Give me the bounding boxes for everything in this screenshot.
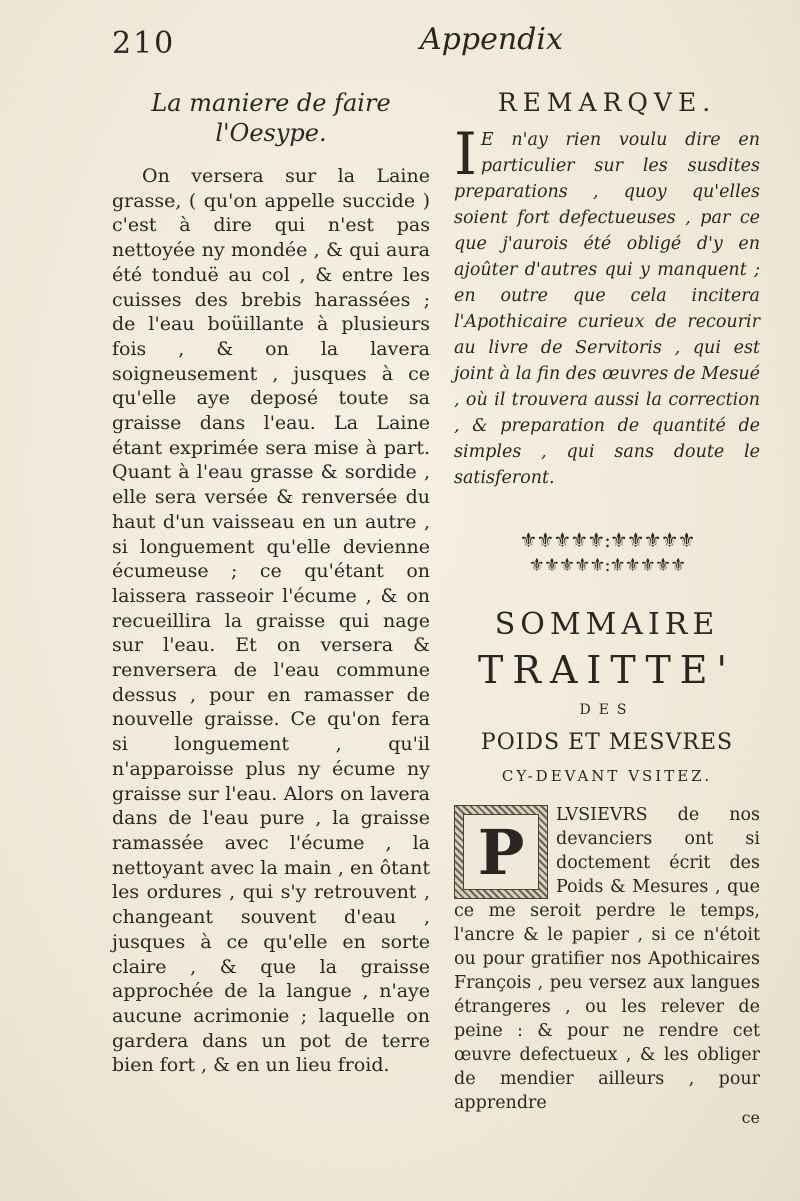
left-paragraph: On versera sur la Laine grasse, ( qu'on appelle succide ) c'est à dire qui n'est pas nettoyée ny mondée , & qui aura été tonduë au col , & entre les cuisses des brebis harassées ; de l'eau boüillante à plusieurs fois , & on la lavera soigneusement , jusques à ce qu'elle aye deposé toute sa graisse dans l'eau. La Laine étant exprimée sera mise à part. Quant à l'eau grasse & sordide , elle sera versée & renversée du haut d'un vaisseau en un autre , si longuement qu'elle devienne écumeuse ; ce qu'étant on laissera rasseoir l'écume , & on recueillira la graisse qui nage sur l'eau. Et on versera & renversera de l'eau commune dessus , pour en ramasser de nouvelle graisse. Ce qu'on fera si longuement , qu'il n'apparoisse plus ny écume ny graisse sur l'eau. Alors on lavera dans de l'eau pure , la graisse ramassée avec l'écume , la nettoyant avec la main , en ôtant les ordures , qui s'y retrouvent , changeant souvent d'eau , jusques à ce qu'elle en sorte claire , & que la graisse approchée de la langue , n'aye aucune acrimonie ; laquelle on gardera dans un pot de terre bien fort , & en un lieu froid.	[112, 165, 430, 1077]
sommaire-heading: SOMMAIRE	[494, 607, 720, 642]
cydevant-heading: CY-DEVANT VSITEZ.	[501, 767, 713, 785]
poids-heading: POIDS ET MESVRES	[480, 730, 734, 755]
remarque-heading: REMARQVE.	[497, 88, 717, 117]
remarque-body: E n'ay rien voulu dire en particulier sur les susdites preparations , quoy qu'elles soient fort defectueuses , par ce que j'aurois été obligé d'y en ajoûter d'autres qui y manquent ; en outre que cela incitera l'Apothicaire curieux de recourir au livre de Servitoris , qui est joint à la fin des œuvres de Mesué , où il trouvera aussi la correction , & preparation de quantité de simples , qui sans doute le satisferont.	[454, 130, 760, 488]
catchword: ce	[741, 1108, 760, 1127]
page-number: 210	[112, 26, 176, 61]
right-paragraph: LVSIEVRS de nos devanciers ont si doctement écrit des Poids & Mesures , que ce me seroit perdre le temps, l'ancre & le papier , si ce n'étoit ou pour gratifier nos Apothicaires François , peu versez aux langues étrangeres , ou les relever de peine : & pour ne rendre cet œuvre defectueux , & les obliger de mendier ailleurs , pour apprendre	[454, 805, 760, 1113]
left-title-line-1: La maniere de faire	[151, 89, 391, 117]
ornament-row-1: ⚜⚜⚜⚜⚜:⚜⚜⚜⚜⚜	[519, 528, 695, 552]
left-title-line-2: l'Oesype.	[215, 119, 327, 147]
fleuron-ornament	[454, 527, 760, 579]
right-column	[454, 88, 760, 1115]
ornament-row-2: ⚜⚜⚜⚜⚜:⚜⚜⚜⚜⚜	[528, 555, 686, 576]
traitte-heading: TRAITTE'	[478, 648, 736, 692]
remarque-paragraph	[454, 120, 760, 491]
left-column	[112, 88, 430, 1078]
right-body	[454, 803, 760, 1115]
left-section-title	[112, 88, 430, 148]
page-header	[0, 22, 800, 72]
remarque-initial: I	[454, 120, 477, 188]
running-title: Appendix	[420, 22, 563, 57]
des-heading: DES	[579, 702, 635, 718]
decorated-initial	[454, 805, 548, 899]
decorated-initial-letter: P	[463, 814, 539, 890]
left-body	[112, 164, 430, 1078]
